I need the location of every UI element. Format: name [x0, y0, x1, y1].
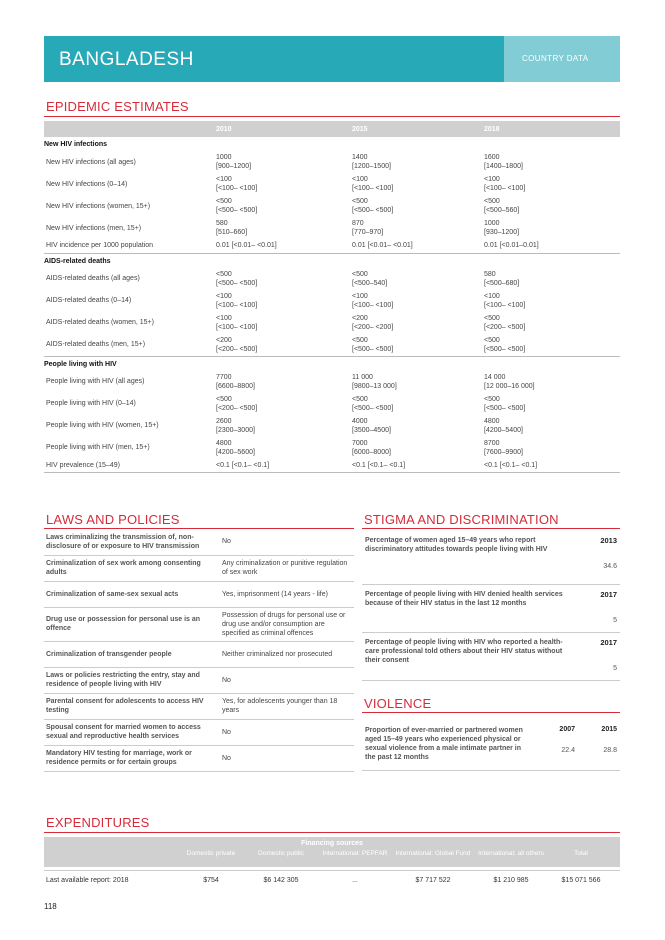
estimate-range: [<100– <100]: [352, 185, 394, 192]
estimate-range: [1200–1500]: [352, 163, 391, 170]
law-question: Drug use or possession for personal use is an offence: [44, 607, 220, 641]
law-answer: No: [220, 529, 354, 555]
estimate: <500: [484, 314, 500, 322]
stigma-title: STIGMA AND DISCRIMINATION: [364, 512, 559, 527]
estimate: 7000: [352, 439, 368, 447]
law-answer: No: [220, 745, 354, 771]
epidemic-header-row: [44, 121, 620, 137]
violence-question: Proportion of ever-married or partnered women aged 15–49 years who experienced physical or sexual violence from a male intimate partner in the past 12 months: [365, 727, 523, 761]
row-label: New HIV infections (women, 15+): [46, 202, 151, 210]
cell-value: [352, 415, 484, 437]
estimate-range: [4200–5600]: [216, 448, 255, 456]
estimate: <100: [352, 292, 368, 300]
expenditure-row: [44, 877, 620, 889]
estimate-range: [<500–680]: [484, 279, 520, 287]
estimate: 1000: [216, 154, 232, 161]
value-domestic-private: $754: [203, 877, 219, 884]
stigma-year: 2013: [600, 536, 617, 545]
law-row: [44, 693, 354, 719]
cell-value: [484, 437, 620, 459]
country-name: BANGLADESH: [44, 36, 504, 82]
cell-value: [352, 151, 484, 173]
row-label: AIDS-related deaths (0–14): [46, 297, 132, 304]
row-label: AIDS-related deaths (all ages): [46, 275, 140, 282]
expenditures-rule: [44, 832, 620, 833]
row-label: HIV incidence per 1000 population: [44, 239, 216, 253]
cell-value: <0.1 [<0.1– <0.1]: [352, 459, 484, 473]
estimate-range: [<500–560]: [484, 207, 520, 214]
estimate: 4800: [216, 439, 232, 447]
header-all-others: International: all others: [478, 850, 544, 857]
estimate: <500: [352, 395, 368, 403]
header-domestic-public: Domestic public: [258, 850, 304, 857]
stigma-list: [362, 531, 620, 681]
row-label: New HIV infections (0–14): [46, 180, 128, 188]
cell-value: [484, 195, 620, 217]
value-pepfar: ...: [352, 877, 358, 884]
law-answer: No: [220, 667, 354, 693]
estimate: 11 000: [352, 373, 373, 381]
cell-value: [484, 312, 620, 334]
cell-value: [352, 371, 484, 393]
row-label: People living with HIV (men, 15+): [46, 444, 150, 451]
estimate-range: [<500– <500]: [216, 279, 258, 287]
country-data-label: COUNTRY DATA: [504, 36, 620, 82]
year-2018: 2018: [484, 121, 620, 137]
law-answer: Neither criminalized nor prosecuted: [220, 641, 354, 667]
cell-value: [216, 393, 352, 415]
estimate: <200: [216, 336, 232, 344]
stigma-year: 2017: [600, 590, 617, 599]
table-row: [44, 151, 620, 173]
estimate-range: [2300–3000]: [216, 426, 255, 434]
cell-value: [216, 415, 352, 437]
table-row: [44, 371, 620, 393]
law-row: [44, 745, 354, 771]
stigma-item: [362, 633, 620, 681]
year-2010: 2010: [216, 121, 352, 137]
expenditure-row-label: Last available report: 2018: [46, 877, 129, 884]
epidemic-title: EPIDEMIC ESTIMATES: [46, 99, 189, 114]
estimate-range: [770–970]: [352, 229, 384, 236]
estimate: 1000: [484, 220, 500, 227]
group-heading: People living with HIV: [44, 360, 117, 368]
estimate-range: [<100– <100]: [484, 301, 526, 309]
cell-value: [216, 312, 352, 334]
estimate: <100: [484, 292, 500, 300]
cell-value: [352, 290, 484, 312]
cell-value: [484, 334, 620, 357]
row-label: People living with HIV (0–14): [46, 400, 136, 407]
cell-value: [216, 437, 352, 459]
group-heading-row: [44, 137, 620, 151]
stigma-value: 34.6: [603, 563, 617, 570]
law-answer: Possession of drugs for personal use or drug use and/or consumption are specified as criminal offences: [220, 607, 354, 641]
violence-year-2007: 2007: [559, 726, 575, 733]
law-answer: Yes, for adolescents younger than 18 years: [220, 693, 354, 719]
estimate: <100: [216, 176, 232, 183]
expenditures-title: EXPENDITURES: [46, 815, 150, 830]
estimate-range: [1400–1800]: [484, 163, 523, 170]
group-heading: New HIV infections: [44, 141, 108, 148]
group-heading-row: [44, 253, 620, 268]
estimate: 14 000: [484, 373, 506, 381]
estimate: 870: [352, 220, 364, 227]
cell-value: [484, 371, 620, 393]
estimate-range: [7600–9900]: [484, 448, 523, 456]
cell-value: [216, 290, 352, 312]
value-domestic-public: $6 142 305: [263, 877, 299, 884]
header-pepfar: International: PEPFAR: [322, 850, 388, 857]
estimate: <500: [216, 198, 232, 205]
cell-value: [352, 268, 484, 290]
estimate-range: [510–660]: [216, 229, 248, 236]
table-row: [44, 239, 620, 253]
table-row: [44, 268, 620, 290]
violence-value-2007: 22.4: [561, 747, 575, 754]
estimate-range: [<500– <500]: [352, 404, 394, 412]
value-total: $15 071 566: [561, 877, 601, 884]
stigma-year: 2017: [600, 638, 617, 647]
estimate-range: [900–1200]: [216, 163, 252, 170]
cell-value: [352, 195, 484, 217]
cell-value: [352, 393, 484, 415]
laws-table: [44, 529, 354, 772]
stigma-value: 5: [613, 617, 617, 624]
law-answer: Yes, imprisonment (14 years - life): [220, 581, 354, 607]
cell-value: [216, 173, 352, 195]
law-answer: No: [220, 719, 354, 745]
law-question: Laws criminalizing the transmission of, non-disclosure of or exposure to HIV transmission: [44, 529, 220, 555]
group-heading-row: [44, 356, 620, 371]
row-label: HIV prevalence (15–49): [44, 459, 216, 473]
estimate: <500: [484, 395, 500, 403]
cell-value: [352, 173, 484, 195]
stigma-question: Percentage of people living with HIV denied health services because of their HIV status in the last 12 months: [365, 591, 563, 607]
law-question: Criminalization of sex work among consenting adults: [44, 555, 220, 581]
stigma-item: [362, 531, 620, 585]
cell-value: [484, 268, 620, 290]
cell-value: [352, 312, 484, 334]
estimate: <500: [216, 395, 232, 403]
laws-title: LAWS AND POLICIES: [46, 512, 180, 527]
value-global-fund: $7 717 522: [415, 877, 451, 884]
estimate-range: [<500– <500]: [352, 207, 394, 214]
estimate-range: [<100– <100]: [216, 185, 258, 192]
table-row: [44, 173, 620, 195]
cell-value: <0.1 [<0.1– <0.1]: [484, 459, 620, 473]
estimate-range: [<200– <500]: [484, 323, 526, 331]
stigma-rule: [362, 528, 620, 529]
estimate-range: [<200– <500]: [216, 345, 258, 353]
financing-header: [44, 837, 620, 867]
law-question: Laws or policies restricting the entry, stay and residence of people living with HIV: [44, 667, 220, 693]
estimate-range: [<100– <100]: [484, 185, 526, 192]
country-banner: [44, 36, 620, 82]
stigma-item: [362, 585, 620, 633]
law-question: Criminalization of same-sex sexual acts: [44, 581, 220, 607]
estimate-range: [6600–8800]: [216, 382, 255, 390]
page-number: 118: [44, 902, 57, 911]
cell-value: [216, 195, 352, 217]
table-row: [44, 290, 620, 312]
law-row: [44, 719, 354, 745]
estimate: <100: [484, 176, 500, 183]
estimate-range: [<100– <100]: [216, 323, 258, 331]
stigma-value: 5: [613, 665, 617, 672]
estimate: 2600: [216, 417, 232, 425]
violence-title: VIOLENCE: [364, 696, 432, 711]
estimate-range: [<500– <500]: [484, 404, 526, 412]
estimate: <100: [216, 292, 232, 300]
estimate-range: [<500– <500]: [216, 207, 258, 214]
group-heading: AIDS-related deaths: [44, 257, 111, 265]
cell-value: 0.01 [<0.01–0.01]: [484, 239, 620, 253]
estimate: 580: [216, 220, 228, 227]
law-row: [44, 581, 354, 607]
header-global-fund: International: Global Fund: [395, 850, 471, 857]
estimate: <500: [352, 198, 368, 205]
law-row: [44, 667, 354, 693]
estimate-range: [6000–8000]: [352, 448, 391, 456]
estimate-range: [<500– <500]: [484, 345, 526, 353]
year-2015: 2015: [352, 121, 484, 137]
estimate: <500: [484, 198, 500, 205]
financing-sources-label: Financing sources: [301, 840, 363, 847]
cell-value: [484, 393, 620, 415]
law-answer: Any criminalization or punitive regulation of sex work: [220, 555, 354, 581]
estimate-range: [12 000–16 000]: [484, 382, 535, 390]
estimate: 4800: [484, 417, 500, 425]
cell-value: 0.01 [<0.01– <0.01]: [352, 239, 484, 253]
epidemic-table: [44, 121, 620, 473]
cell-value: [216, 217, 352, 239]
law-question: Parental consent for adolescents to access HIV testing: [44, 693, 220, 719]
value-all-others: $1 210 985: [493, 877, 529, 884]
estimate-range: [<200– <500]: [216, 404, 258, 412]
row-label: People living with HIV (all ages): [46, 378, 145, 385]
cell-value: <0.1 [<0.1– <0.1]: [216, 459, 352, 473]
cell-value: 0.01 [<0.01– <0.01]: [216, 239, 352, 253]
table-row: [44, 415, 620, 437]
epidemic-rule: [44, 116, 620, 117]
epidemic-body: [44, 137, 620, 473]
cell-value: [484, 415, 620, 437]
estimate: 7700: [216, 373, 232, 381]
estimate-range: [4200–5400]: [484, 426, 523, 434]
row-label: People living with HIV (women, 15+): [46, 422, 159, 429]
table-row: [44, 334, 620, 357]
row-label: New HIV infections (all ages): [46, 158, 136, 166]
cell-value: [484, 173, 620, 195]
cell-value: [216, 151, 352, 173]
estimate: <100: [352, 176, 368, 183]
stigma-question: Percentage of people living with HIV who reported a health-care professional told others about their HIV status without their consent: [365, 639, 563, 664]
table-row: [44, 437, 620, 459]
table-row: [44, 393, 620, 415]
table-row: [44, 217, 620, 239]
table-row: [44, 459, 620, 473]
law-question: Mandatory HIV testing for marriage, work or residence permits or for certain groups: [44, 745, 220, 771]
estimate: <500: [484, 336, 500, 344]
estimate-range: [<500– <500]: [352, 345, 394, 353]
estimate-range: [930–1200]: [484, 229, 520, 236]
cell-value: [216, 334, 352, 357]
law-row: [44, 641, 354, 667]
violence-year-2015: 2015: [601, 726, 617, 733]
law-row: [44, 607, 354, 641]
cell-value: [216, 371, 352, 393]
law-row: [44, 555, 354, 581]
law-row: [44, 529, 354, 555]
stigma-question: Percentage of women aged 15–49 years who report discriminatory attitudes towards people living with HIV: [365, 537, 548, 553]
cell-value: [484, 290, 620, 312]
estimate-range: [<100– <100]: [352, 301, 394, 309]
cell-value: [352, 334, 484, 357]
table-row: [44, 312, 620, 334]
violence-rule: [362, 712, 620, 713]
estimate: <500: [352, 336, 368, 344]
row-label: New HIV infections (men, 15+): [46, 224, 142, 232]
estimate: 4000: [352, 417, 368, 425]
cell-value: [484, 151, 620, 173]
law-question: Criminalization of transgender people: [44, 641, 220, 667]
estimate: <500: [216, 270, 232, 278]
estimate: <100: [216, 314, 232, 322]
estimate: 8700: [484, 439, 500, 447]
row-label: AIDS-related deaths (women, 15+): [46, 319, 154, 326]
header-total: Total: [574, 850, 588, 857]
estimate-range: [9800–13 000]: [352, 382, 397, 390]
estimate: 1400: [352, 154, 368, 161]
estimate: <200: [352, 314, 368, 322]
cell-value: [484, 217, 620, 239]
violence-row: [362, 718, 620, 771]
cell-value: [216, 268, 352, 290]
table-row: [44, 195, 620, 217]
estimate-range: [<200– <200]: [352, 323, 394, 331]
estimate: 580: [484, 270, 496, 278]
law-question: Spousal consent for married women to access sexual and reproductive health services: [44, 719, 220, 745]
cell-value: [352, 217, 484, 239]
header-domestic-private: Domestic private: [186, 850, 236, 857]
estimate-range: [<100– <100]: [216, 301, 258, 309]
row-label: AIDS-related deaths (men, 15+): [44, 334, 216, 357]
estimate-range: [3500–4500]: [352, 426, 391, 434]
estimate-range: [<500–540]: [352, 279, 388, 287]
violence-value-2015: 28.8: [603, 747, 617, 754]
cell-value: [352, 437, 484, 459]
estimate: <500: [352, 270, 368, 278]
estimate: 1600: [484, 154, 500, 161]
